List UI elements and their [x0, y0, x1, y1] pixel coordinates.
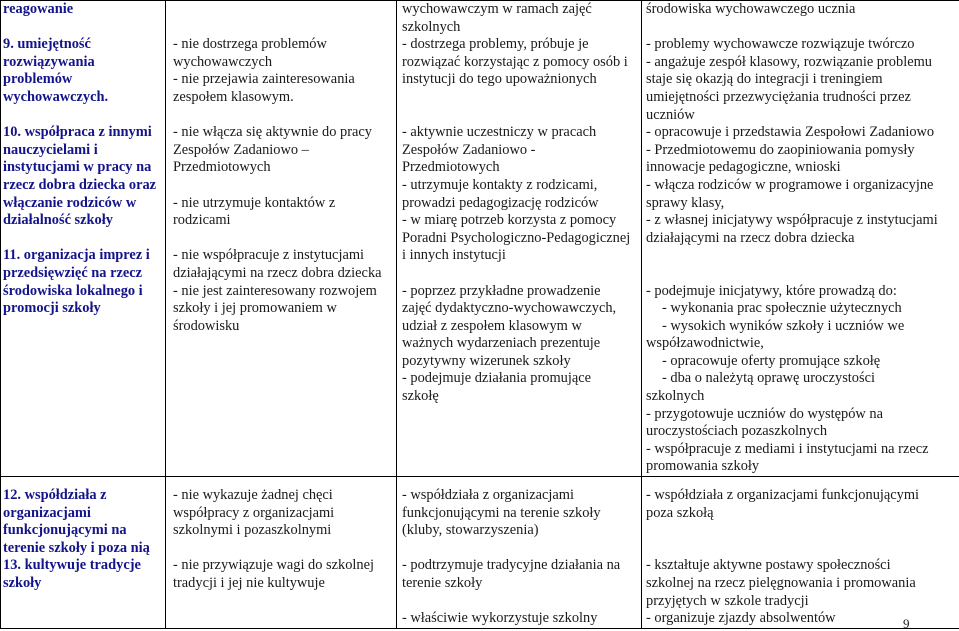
text-line: - angażuje zespół klasowy, rozwiązanie problemu — [646, 53, 932, 70]
text-line: organizacjami — [3, 504, 91, 521]
text-line: - nie dostrzega problemów — [173, 36, 327, 53]
text-line: Przedmiotowych — [402, 159, 500, 176]
text-line: uczniów — [646, 106, 695, 123]
text-line: - przygotowuje uczniów do występów na — [646, 405, 883, 422]
text-line: Zespołów Zadaniowo - — [402, 141, 536, 158]
blank-line — [646, 19, 959, 37]
blank-line — [173, 19, 396, 37]
text-line: prowadzi pedagogizację rodziców — [402, 194, 599, 211]
text-line: - w miarę potrzeb korzysta z pomocy — [402, 212, 617, 229]
text-line: szkoły i jej promowaniem w — [173, 300, 337, 317]
text-line: sprawy klasy, — [646, 194, 725, 211]
text-line: 12. współdziała z — [3, 487, 107, 504]
text-line: - podtrzymuje tradycyjne działania na — [402, 557, 621, 574]
insufficient-grade-cell — [166, 477, 397, 629]
text-line: - nie wykazuje żadnej chęci — [173, 487, 333, 504]
text-line: 13. kultywuje tradycje — [3, 557, 141, 574]
text-line: zespołem klasowym. — [173, 88, 294, 105]
text-line: - Przedmiotowemu do zaopiniowania pomysły — [646, 141, 915, 158]
text-line: promowania szkoły — [646, 458, 760, 475]
text-line: - wykonania prac społecznie użytecznych — [662, 300, 902, 317]
text-line: - nie współpracuje z instytucjami — [173, 247, 365, 264]
text-line: szkolnymi i pozaszkolnymi — [173, 522, 332, 539]
blank-line — [402, 107, 641, 125]
text-line: tradycji i jej nie kultywuje — [173, 575, 325, 591]
text-line: staje się okazją do integracji i treningiem — [646, 71, 883, 88]
text-line: - właściwie wykorzystuje szkolny — [402, 610, 598, 627]
text-line: 10. współpraca z innymi — [3, 124, 152, 141]
text-line: szkolnej na rzecz pielęgnowania i promowania — [646, 575, 916, 591]
criteria-cell — [1, 1, 166, 477]
text-line: - wysokich wyników szkoły i uczniów we — [662, 317, 905, 334]
text-line: - opracowuje i przedstawia Zespołowi Zadaniowo — [646, 124, 935, 141]
good-grade-cell — [397, 477, 642, 629]
text-line: - utrzymuje kontakty z rodzicami, — [402, 176, 598, 193]
text-line: - podejmuje inicjatywy, które prowadzą do: — [646, 282, 897, 299]
text-line: - dba o należytą oprawę uroczystości — [662, 370, 875, 387]
text-line: - problemy wychowawcze rozwiązuje twórczo — [646, 36, 915, 53]
text-line: ważnych wydarzeniach prezentuje — [402, 335, 601, 352]
text-line: zajęć dydaktyczno-wychowawczych, — [402, 300, 617, 317]
text-line: - podejmuje działania promujące — [402, 370, 591, 387]
criteria-cell — [1, 477, 166, 629]
text-line: instytucjami w pracy na — [3, 159, 152, 176]
blank-line — [646, 247, 959, 265]
text-line: środowisku — [173, 317, 240, 334]
text-line: działającymi na rzecz dobra dziecka — [646, 229, 855, 246]
text-line: nauczycielami i — [3, 141, 98, 158]
text-line: włączanie rodziców w — [3, 194, 137, 211]
text-line: Przedmiotowych — [173, 159, 271, 176]
text-line: poza szkołą — [646, 504, 714, 521]
table-row — [1, 477, 959, 629]
text-line: - nie jest zainteresowany rozwojem — [173, 282, 377, 299]
text-line: Zespołów Zadaniowo – — [173, 141, 309, 158]
insufficient-grade-cell — [166, 1, 397, 477]
blank-line — [402, 593, 641, 611]
text-line: wychowawczym w ramach zajęć — [402, 1, 592, 17]
text-line: - nie utrzymuje kontaktów z — [173, 194, 336, 211]
text-line: rzecz dobra dziecka oraz — [3, 176, 157, 193]
text-line: - włącza rodziców w programowe i organizacyjne — [646, 176, 934, 193]
text-line: - nie przejawia zainteresowania — [173, 71, 355, 88]
excellent-grade-cell — [642, 1, 959, 477]
blank-line — [3, 230, 165, 248]
text-line: - poprzez przykładne prowadzenie — [402, 282, 601, 299]
blank-line — [646, 522, 959, 540]
text-line: innowacje pedagogiczne, wnioski — [646, 159, 841, 176]
page-number: 9 — [903, 616, 910, 631]
blank-line — [3, 19, 165, 37]
text-line: wychowawczych — [173, 53, 273, 70]
blank-line — [3, 107, 165, 125]
blank-line — [173, 540, 396, 558]
text-line: terenie szkoły i poza nią — [3, 539, 150, 556]
blank-line — [173, 177, 396, 195]
good-grade-cell — [397, 1, 642, 477]
text-line: - kształtuje aktywne postawy społeczności — [646, 557, 891, 574]
text-line: umiejętności przezwyciężania trudności przez — [646, 88, 911, 105]
text-line: reagowanie — [3, 1, 74, 17]
text-line: szkolnych — [402, 18, 461, 35]
text-line: promocji szkoły — [3, 300, 101, 317]
blank-line — [402, 89, 641, 107]
text-line: instytucji do tego upoważnionych — [402, 71, 597, 88]
text-line: działającymi na rzecz dobra dziecka — [173, 264, 382, 281]
blank-line — [173, 1, 396, 19]
text-line: - współdziała z organizacjami funkcjonującymi — [646, 487, 920, 504]
text-line: terenie szkoły — [402, 575, 483, 591]
text-line: rozwiązywania — [3, 53, 95, 70]
text-line: - organizuje zjazdy absolwentów — [646, 610, 836, 627]
blank-line — [402, 265, 641, 283]
table-row — [1, 1, 959, 477]
text-line: - opracowuje oferty promujące szkołę — [662, 352, 881, 369]
text-line: środowiska wychowawczego ucznia — [646, 1, 856, 17]
blank-line — [173, 107, 396, 125]
text-line: funkcjonującymi na terenie szkoły — [402, 504, 601, 521]
text-line: - nie włącza się aktywnie do pracy — [173, 124, 372, 141]
text-line: 9. umiejętność — [3, 36, 91, 53]
text-line: - z własnej inicjatywy współpracuje z instytucjami — [646, 212, 938, 229]
blank-line — [173, 230, 396, 248]
text-line: i innych instytucji — [402, 247, 506, 264]
text-line: przedsięwzięć na rzecz — [3, 264, 143, 281]
text-line: - dostrzega problemy, próbuje je — [402, 36, 589, 53]
text-line: środowiska lokalnego i — [3, 282, 143, 299]
text-line: - nie przywiązuje wagi do szkolnej — [173, 557, 374, 574]
text-line: uroczystościach pozaszkolnych — [646, 423, 828, 440]
text-line: działalność szkoły — [3, 212, 113, 229]
text-line: rozwiązać korzystając z pomocy osób i — [402, 53, 628, 70]
text-line: 11. organizacja imprez i — [3, 247, 150, 264]
text-line: szkołę — [402, 388, 439, 405]
text-line: rodzicami — [173, 212, 231, 229]
text-line: szkolnych — [646, 388, 705, 405]
text-line: wychowawczych. — [3, 88, 109, 105]
blank-line — [646, 540, 959, 558]
text-line: przyjętych w szkole tradycji — [646, 592, 809, 609]
text-line: współzawodnictwie, — [646, 335, 764, 352]
text-line: pozytywny wizerunek szkoły — [402, 352, 571, 369]
text-line: - aktywnie uczestniczy w pracach — [402, 124, 597, 141]
text-line: (kluby, stowarzyszenia) — [402, 522, 539, 539]
blank-line — [646, 265, 959, 283]
text-line: Poradni Psychologiczno-Pedagogicznej — [402, 229, 631, 246]
excellent-grade-cell — [642, 477, 959, 629]
text-line: problemów — [3, 71, 73, 88]
blank-line — [402, 540, 641, 558]
text-line: udział z zespołem klasowym w — [402, 317, 582, 334]
text-line: szkoły — [3, 575, 42, 591]
text-line: - współpracuje z mediami i instytucjami na rzecz — [646, 440, 929, 457]
text-line: współpracy z organizacjami — [173, 504, 335, 521]
text-line: - współdziała z organizacjami — [402, 487, 574, 504]
text-line: funkcjonującymi na — [3, 522, 127, 539]
